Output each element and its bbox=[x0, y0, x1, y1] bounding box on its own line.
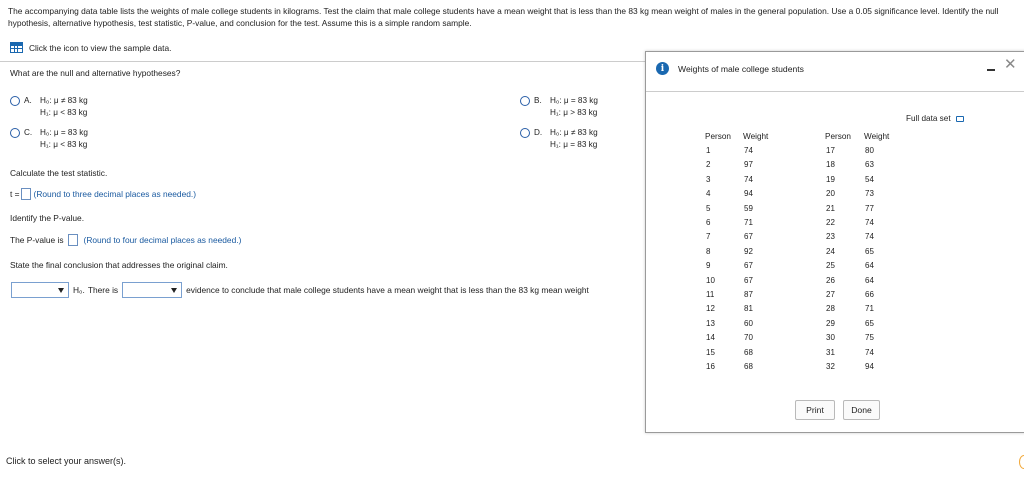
radio-b[interactable] bbox=[520, 96, 530, 106]
cell-person: 1 bbox=[706, 146, 711, 155]
cell-weight: 66 bbox=[865, 290, 874, 299]
cell-person: 24 bbox=[826, 246, 835, 256]
cell-person: 25 bbox=[826, 261, 835, 271]
choice-a[interactable]: A. H₀: μ ≠ 83 kg H₁: μ < 83 kg bbox=[10, 95, 88, 119]
choice-d[interactable]: D. H₀: μ ≠ 83 kg H₁: μ = 83 kg bbox=[520, 127, 598, 151]
cell-weight: 73 bbox=[865, 189, 874, 199]
cell-weight: 92 bbox=[744, 246, 753, 256]
test-statistic-row bbox=[10, 188, 196, 200]
cell-person: 10 bbox=[706, 275, 715, 285]
divider bbox=[0, 61, 645, 62]
test-statistic-input[interactable] bbox=[21, 188, 31, 200]
p-value-hint: (Round to four decimal places as needed.) bbox=[83, 235, 242, 245]
dialog-header bbox=[656, 62, 804, 75]
table-icon[interactable] bbox=[10, 42, 23, 53]
cell-weight: 59 bbox=[744, 203, 753, 213]
cell-person: 22 bbox=[826, 218, 835, 227]
cell-weight: 80 bbox=[865, 146, 874, 155]
cell-person: 27 bbox=[826, 290, 835, 299]
footer-instruction: Click to select your answer(s). bbox=[6, 456, 127, 466]
copy-icon[interactable] bbox=[956, 116, 964, 122]
cell-person: 4 bbox=[706, 189, 711, 199]
choice-c-h0: H₀: μ = 83 kg bbox=[40, 128, 88, 137]
cell-person: 8 bbox=[706, 246, 711, 256]
reject-dropdown[interactable] bbox=[11, 282, 69, 298]
cell-weight: 97 bbox=[744, 160, 753, 170]
cell-person: 20 bbox=[826, 189, 835, 199]
cell-weight: 94 bbox=[744, 189, 753, 199]
cell-person: 2 bbox=[706, 160, 711, 170]
cell-person: 14 bbox=[706, 333, 715, 343]
conclusion-row bbox=[11, 282, 645, 298]
cell-weight: 54 bbox=[865, 174, 874, 184]
conclusion-mid: There is bbox=[87, 285, 119, 295]
cell-weight: 65 bbox=[865, 318, 874, 328]
cell-person: 9 bbox=[706, 261, 711, 271]
choice-b-h0: H₀: μ = 83 kg bbox=[550, 96, 598, 105]
p-value-prefix: The P-value is bbox=[10, 235, 64, 245]
cell-weight: 94 bbox=[865, 362, 874, 371]
cell-weight: 74 bbox=[865, 347, 874, 357]
done-button[interactable]: Done bbox=[843, 400, 880, 420]
cell-person: 21 bbox=[826, 203, 835, 213]
choice-d-h1: H₁: μ = 83 kg bbox=[550, 140, 598, 149]
cell-weight: 74 bbox=[744, 174, 753, 184]
cell-weight: 67 bbox=[744, 275, 753, 285]
cell-weight: 64 bbox=[865, 275, 874, 285]
choice-a-h0: H₀: μ ≠ 83 kg bbox=[40, 96, 88, 105]
p-value-input[interactable] bbox=[68, 234, 78, 246]
cell-person: 11 bbox=[706, 290, 715, 299]
radio-a[interactable] bbox=[10, 96, 20, 106]
choice-b[interactable]: B. H₀: μ = 83 kg H₁: μ > 83 kg bbox=[520, 95, 598, 119]
cell-weight: 71 bbox=[744, 218, 753, 227]
cell-weight: 67 bbox=[744, 232, 753, 242]
test-statistic-prompt: Calculate the test statistic. bbox=[10, 168, 108, 178]
p-value-row bbox=[10, 234, 241, 246]
choice-c[interactable]: C. H₀: μ = 83 kg H₁: μ < 83 kg bbox=[10, 127, 88, 151]
cell-weight: 74 bbox=[865, 232, 874, 242]
cell-person: 26 bbox=[826, 275, 835, 285]
cell-weight: 68 bbox=[744, 362, 753, 371]
p-value-prompt: Identify the P-value. bbox=[10, 213, 85, 223]
cell-person: 7 bbox=[706, 232, 711, 242]
col-person-left: Person bbox=[705, 132, 731, 141]
conclusion-tail: evidence to conclude that male college students have a mean weight that is less than the 83 kg mean weight bbox=[186, 285, 589, 295]
cell-person: 17 bbox=[826, 146, 835, 155]
cell-weight: 60 bbox=[744, 318, 753, 328]
cell-weight: 68 bbox=[744, 347, 753, 357]
cell-weight: 81 bbox=[744, 304, 753, 314]
cell-person: 31 bbox=[826, 347, 835, 357]
cell-weight: 63 bbox=[865, 160, 874, 170]
minimize-icon[interactable] bbox=[987, 69, 995, 71]
cell-person: 28 bbox=[826, 304, 835, 314]
cell-person: 16 bbox=[706, 362, 715, 371]
cell-person: 12 bbox=[706, 304, 715, 314]
col-person-right: Person bbox=[825, 132, 851, 141]
test-statistic-hint: (Round to three decimal places as needed.) bbox=[33, 189, 197, 199]
col-weight-left: Weight bbox=[743, 132, 769, 141]
close-icon[interactable]: ✕ bbox=[1004, 56, 1017, 73]
cell-person: 18 bbox=[826, 160, 835, 170]
t-prefix: t = bbox=[10, 189, 20, 199]
sample-data-label: Click the icon to view the sample data. bbox=[29, 42, 172, 53]
cell-person: 19 bbox=[826, 174, 835, 184]
print-button[interactable]: Print bbox=[795, 400, 835, 420]
cell-weight: 75 bbox=[865, 333, 874, 343]
cell-weight: 74 bbox=[744, 146, 753, 155]
cell-person: 6 bbox=[706, 218, 711, 227]
cell-weight: 71 bbox=[865, 304, 874, 314]
cell-person: 13 bbox=[706, 318, 715, 328]
cell-person: 32 bbox=[826, 362, 835, 371]
cell-weight: 70 bbox=[744, 333, 753, 343]
full-data-set-link[interactable] bbox=[906, 114, 964, 123]
chevron-down-icon bbox=[58, 288, 64, 293]
full-data-label: Full data set bbox=[906, 114, 951, 123]
help-indicator[interactable] bbox=[1019, 455, 1024, 469]
sample-data-link[interactable] bbox=[10, 42, 171, 53]
cell-weight: 64 bbox=[865, 261, 874, 271]
cell-person: 3 bbox=[706, 174, 711, 184]
sample-data-dialog bbox=[645, 51, 1024, 433]
radio-c[interactable] bbox=[10, 128, 20, 138]
cell-person: 15 bbox=[706, 347, 715, 357]
cell-weight: 77 bbox=[865, 203, 874, 213]
col-weight-right: Weight bbox=[864, 132, 890, 141]
cell-person: 23 bbox=[826, 232, 835, 242]
conclusion-prompt: State the final conclusion that addresses the original claim. bbox=[10, 260, 228, 270]
info-icon: i bbox=[656, 62, 669, 75]
chevron-down-icon bbox=[171, 288, 177, 293]
cell-person: 29 bbox=[826, 318, 835, 328]
cell-weight: 67 bbox=[744, 261, 753, 271]
conclusion-h0: H₀. bbox=[73, 285, 85, 295]
cell-weight: 74 bbox=[865, 218, 874, 227]
choice-c-h1: H₁: μ < 83 kg bbox=[40, 140, 88, 149]
dialog-title: Weights of male college students bbox=[678, 63, 804, 74]
cell-person: 5 bbox=[706, 203, 711, 213]
choice-a-h1: H₁: μ < 83 kg bbox=[40, 108, 88, 117]
dialog-divider bbox=[646, 91, 1024, 92]
cell-weight: 65 bbox=[865, 246, 874, 256]
cell-person: 30 bbox=[826, 333, 835, 343]
choice-d-h0: H₀: μ ≠ 83 kg bbox=[550, 128, 598, 137]
hypotheses-prompt: What are the null and alternative hypotheses? bbox=[10, 68, 181, 78]
choice-b-h1: H₁: μ > 83 kg bbox=[550, 108, 598, 117]
radio-d[interactable] bbox=[520, 128, 530, 138]
cell-weight: 87 bbox=[744, 290, 753, 299]
problem-statement: The accompanying data table lists the weights of male college students in kilograms. Test the claim that male college students have a mean weight that is less than the 83 kg mean weight of males in the general population. Use a 0.05 significance level. Identify the null hypothesis, alternative hypothesis, test statistic, P-value, and conclusion for the test. Assume this is a simple random sample. bbox=[8, 6, 999, 28]
evidence-dropdown[interactable] bbox=[122, 282, 182, 298]
